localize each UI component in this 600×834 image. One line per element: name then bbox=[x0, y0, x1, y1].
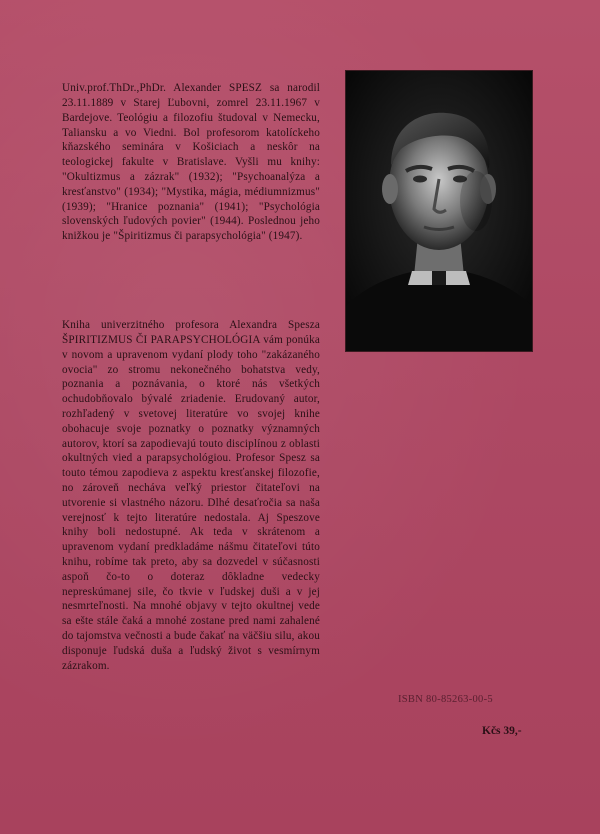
isbn-label: ISBN 80-85263-00-5 bbox=[398, 694, 493, 705]
book-description-text: Kniha univerzitného profesora Alexandra Spesza ŠPIRITIZMUS ČI PARAPSYCHOLÓGIA vám ponúka v novom a upravenom vydaní plody toho "zakázaného ovocia" zo stromu nekonečného bohatstva vedy, poznania a poznávania, o ktoré nás všetkých ochudobňovalo bývalé zriadenie. Erudovaný autor, rozhľadený v svetovej literatúre vo svojej knihe obohacuje svoje poznatky o poznatky významných autorov, ktorí sa zapodievajú touto disciplínou z oblasti okultných vied a parapsychológiou. Profesor Spesz sa touto témou zapodieva z aspektu kresťanskej filozofie, no zároveň necháva veľký priestor čitateľovi na utvorenie si vlastného názoru. Dlhé desaťročia sa naša verejnosť k tejto literatúre nedostala. Aj Speszove knihy boli nedostupné. Ak teda v skrátenom a upravenom vydaní predkladáme nášmu čitateľovi túto knihu, robíme tak preto, aby sa dozvedel v súčasnosti aspoň čo-to o doteraz dôkladne vedecky nepreskúmanej sile, čo tkvie v ľudskej duši a v jej nesmrteľnosti. Na mnohé objavy v tejto okultnej vede sa ešte stále čaká a mnohé zostane pred nami zahalené do tajomstva večnosti a bude čakať na väčšiu silu, akou disponuje ľudská duša a ľudský život s vesmírnym zázrakom. bbox=[62, 319, 320, 672]
author-bio-text: Univ.prof.ThDr.,PhDr. Alexander SPESZ sa narodil 23.11.1889 v Starej Ľubovni, zomrel 23.11.1967 v Bardejove. Teológiu a filozofiu študoval v Nemecku, Taliansku a vo Viedni. Bol profesorom katolíckeho kňazského seminára v Košiciach a neskôr na teologickej fakulte v Bratislave. Vyšli mu knihy: "Okultizmus a zázrak" (1932); "Psychoanalýza a kresťanstvo" (1934); "Mystika, mágia, médiumnizmus" (1939); "Hranice poznania" (1941); "Psychológia slovenských ľudových povier" (1944). Poslednou jeho knižkou je "Špiritizmus či parapsychológia" (1947). bbox=[62, 82, 320, 243]
price-label: Kčs 39,- bbox=[482, 725, 522, 737]
author-portrait-photo bbox=[346, 71, 532, 351]
